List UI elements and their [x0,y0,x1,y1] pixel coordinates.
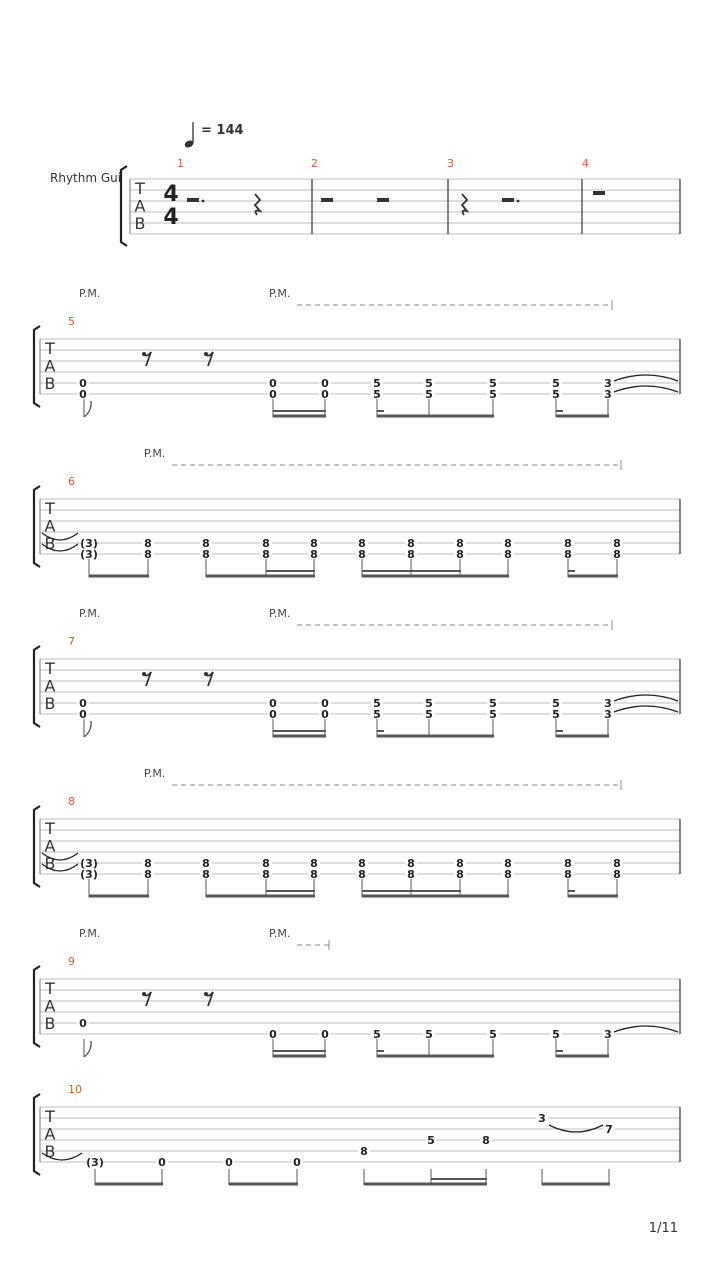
beam [542,1183,610,1186]
measure-number: 7 [68,635,75,648]
beam [556,735,609,738]
measure-number: 4 [582,157,589,170]
system1-clef-t: T [135,178,145,198]
tab-note: 8 [202,548,210,561]
tab-note: 5 [552,708,560,721]
whole-rest [593,191,605,195]
measure-number: 8 [68,795,75,808]
tab-note: 8 [407,548,415,561]
tab-note: 8 [144,868,152,881]
tab-note: 8 [360,1145,368,1158]
tab-note: 8 [262,857,270,870]
tab-note: 3 [604,388,612,401]
eighth-rest-dot [142,992,146,996]
system6-brace [34,966,40,1047]
measure-number: 6 [68,475,75,488]
time-sig-top: 4 [163,182,179,207]
beam [377,1055,494,1058]
system4-brace [34,646,40,727]
beam [364,1183,487,1186]
system5-clef-a: A [44,836,56,856]
measure-number: 1 [177,157,184,170]
half-rest [321,198,333,202]
system2-clef-b: B [44,374,56,394]
system3-clef-a: A [44,516,56,536]
tab-note: 8 [564,537,572,550]
beam [377,735,494,738]
tab-note: 8 [144,857,152,870]
tab-note: 0 [293,1156,301,1169]
tab-note: 5 [373,388,381,401]
tab-note: 3 [604,377,612,390]
tab-note: 3 [604,708,612,721]
tab-note: 5 [489,388,497,401]
tab-note: 0 [321,1028,329,1041]
tab-note: 5 [373,377,381,390]
beam [95,1183,163,1186]
half-rest [377,198,389,202]
track-name: Rhythm Gui [50,171,122,185]
tab-note: 0 [225,1156,233,1169]
tab-note: 5 [427,1134,435,1147]
tab-note: 0 [269,708,277,721]
tab-note: 8 [310,548,318,561]
tab-note: 8 [358,857,366,870]
tab-note: 5 [425,388,433,401]
half-rest-dot [202,200,205,203]
tab-note: 0 [269,388,277,401]
time-sig-bottom: 4 [163,205,179,230]
system1-brace [121,166,127,246]
system5-pm: P.M. [144,767,166,780]
half-rest [502,198,514,202]
system4-clef-a: A [44,676,56,696]
tab-note: 8 [456,857,464,870]
beam [568,895,618,898]
tab-note: 8 [202,868,210,881]
page-indicator: 1/11 [648,1221,678,1236]
system7-clef-b: B [44,1142,56,1162]
tab-note: 8 [407,868,415,881]
system4-flag-note-flag [84,721,91,737]
beam [362,895,509,898]
tab-note: 0 [321,708,329,721]
tab-note: 8 [358,537,366,550]
tab-note: 8 [613,868,621,881]
beam-16th [556,410,563,412]
system2-pm1: P.M. [79,287,101,300]
tab-note: 3 [604,1028,612,1041]
tab-note: 8 [564,868,572,881]
eighth-rest-dot [142,672,146,676]
system6-flag-note-flag [84,1041,91,1057]
tab-note: 8 [358,868,366,881]
beam [568,575,618,578]
tab-note: 5 [552,377,560,390]
tab-note: 0 [321,377,329,390]
system5-clef-t: T [45,818,55,838]
system7-brace [34,1094,40,1175]
system4-clef-b: B [44,694,56,714]
tab-note: 8 [202,857,210,870]
beam [89,895,149,898]
tab-note: 0 [158,1156,166,1169]
system5-brace [34,806,40,887]
tab-note: 8 [202,537,210,550]
system6-clef-a: A [44,996,56,1016]
beam [206,575,315,578]
eighth-rest-dot [142,352,146,356]
beam-16th [273,730,326,732]
beam-16th [273,1050,326,1052]
system1-clef-b: B [134,214,146,234]
tab-note: 8 [310,857,318,870]
system2-flag-note-flag [84,401,91,417]
tab-note: 8 [504,868,512,881]
system4-pm1: P.M. [79,607,101,620]
system7-clef-t: T [45,1106,55,1126]
tempo-text: = 144 [201,123,244,138]
tab-note: 8 [456,537,464,550]
tab-note: (3) [80,857,98,870]
beam [206,895,315,898]
tab-note: 8 [504,548,512,561]
tab-note: 5 [425,708,433,721]
tab-note: 8 [504,537,512,550]
tab-note: 0 [269,697,277,710]
beam-16th [266,890,315,892]
beam-16th [377,410,384,412]
system2-clef-t: T [45,338,55,358]
tab-note: 5 [373,1028,381,1041]
tab-note: 5 [552,1028,560,1041]
tab-note: 8 [310,868,318,881]
measure-number: 3 [447,157,454,170]
beam-16th [273,410,326,412]
beam-16th [568,890,575,892]
tab-note: 5 [489,377,497,390]
eighth-rest-dot [204,352,208,356]
beam [362,575,509,578]
tab-note: 8 [456,548,464,561]
tab-note: 5 [489,708,497,721]
tab-note: (3) [80,868,98,881]
tab-note: 5 [552,697,560,710]
tab-note: 8 [262,548,270,561]
beam-16th [362,570,461,572]
system6-pm1: P.M. [79,927,101,940]
system3-brace [34,486,40,567]
beam-16th [362,890,461,892]
tab-note: 8 [564,857,572,870]
tab-note: 8 [407,857,415,870]
tab-note: 5 [425,1028,433,1041]
system6-clef-b: B [44,1014,56,1034]
beam [89,575,149,578]
measure-number: 5 [68,315,75,328]
system3-clef-t: T [45,498,55,518]
tab-note: 0 [79,708,87,721]
tab-note: 8 [613,548,621,561]
tab-note: 8 [310,537,318,550]
tab-note: 5 [373,708,381,721]
tab-note: 0 [79,1017,87,1030]
beam-16th [377,730,384,732]
tab-note: 8 [407,537,415,550]
tab-note: 0 [79,697,87,710]
measure-number: 10 [68,1083,82,1096]
beam [273,735,326,738]
tab-note: 8 [504,857,512,870]
tab-note: 8 [564,548,572,561]
beam [377,415,494,418]
eighth-rest-dot [204,672,208,676]
system4-tie2 [614,706,678,712]
system3-clef-b: B [44,534,56,554]
beam-16th [377,1050,384,1052]
tab-note: 8 [262,537,270,550]
beam-16th [568,570,575,572]
system4-tie1 [614,695,678,701]
tab-note: 5 [373,697,381,710]
beam [556,1055,609,1058]
system7-clef-a: A [44,1124,56,1144]
beam [273,1055,326,1058]
tab-note: 0 [79,377,87,390]
system4-pm2: P.M. [269,607,291,620]
tab-note: 0 [321,388,329,401]
beam-16th [431,1178,487,1180]
measure-number: 2 [311,157,318,170]
tab-note: 8 [358,548,366,561]
tab-note: (3) [86,1156,104,1169]
tab-note: 5 [425,697,433,710]
tab-note: 8 [456,868,464,881]
system3-pm: P.M. [144,447,166,460]
tab-note: 8 [144,537,152,550]
beam [229,1183,298,1186]
tab-note: (3) [80,537,98,550]
tab-note: 0 [79,388,87,401]
half-rest-dot [517,200,520,203]
system1-clef-a: A [134,196,146,216]
tab-note: 5 [425,377,433,390]
system2-tie2 [614,386,678,392]
beam [273,415,326,418]
system2-clef-a: A [44,356,56,376]
beam [556,415,609,418]
system6-pm2: P.M. [269,927,291,940]
tab-note: 0 [269,1028,277,1041]
tab-note: 8 [613,857,621,870]
system2-brace [34,326,40,407]
tab-note: 5 [489,1028,497,1041]
tab-note: 8 [482,1134,490,1147]
system6-tie [614,1026,678,1032]
measure-number: 9 [68,955,75,968]
beam-16th [556,1050,563,1052]
system5-clef-b: B [44,854,56,874]
beam-16th [556,730,563,732]
tab-note: 5 [552,388,560,401]
tab-note: 5 [489,697,497,710]
tab-note: 3 [604,697,612,710]
eighth-rest-dot [204,992,208,996]
beam-16th [266,570,315,572]
tab-note: 8 [613,537,621,550]
tab-note: 7 [605,1123,613,1136]
tab-note: 0 [321,697,329,710]
system2-pm2: P.M. [269,287,291,300]
tab-note: 0 [269,377,277,390]
tab-note: (3) [80,548,98,561]
tab-note: 3 [538,1112,546,1125]
tab-note: 8 [262,868,270,881]
half-rest [187,198,199,202]
system2-tie1 [614,375,678,381]
system6-clef-t: T [45,978,55,998]
system4-clef-t: T [45,658,55,678]
tab-note: 8 [144,548,152,561]
